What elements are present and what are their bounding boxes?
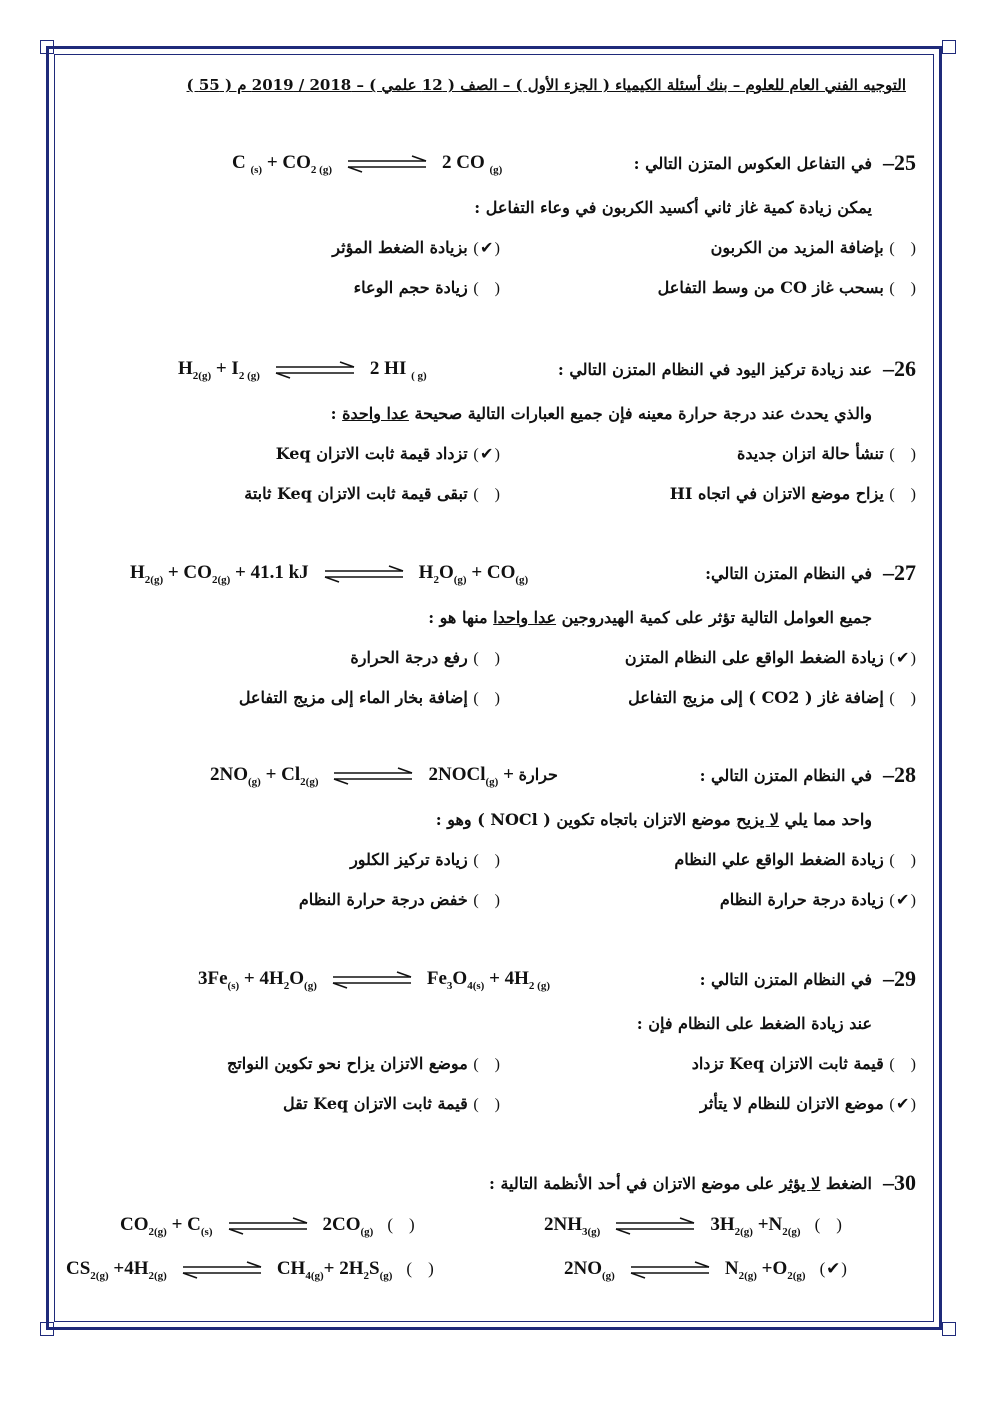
option-c[interactable]: $2NO_{(g)}$ $N_{2(g)} +O_{2(g)}$ (✔) [564,1258,847,1282]
question-stem: في النظام المتزن التالي : [699,970,872,989]
option-c[interactable]: () يزاح موضع الاتزان في اتجاه HI [669,484,916,503]
options-row [76,678,916,718]
option-c[interactable]: () بسحب غاز CO من وسط التفاعل [657,278,916,297]
question-instruction: واحد مما يلي لا يزيح موضع الاتزان باتجاه تكوين ( NOCl ) وهو : [435,810,872,829]
option-b[interactable]: (✔) بزيادة الضغط المؤثر [332,228,500,269]
question-stem: في النظام المتزن التالي: [705,564,872,583]
option-b[interactable]: () رفع درجة الحرارة [350,648,500,667]
equilibrium-arrow-icon [227,1217,309,1235]
option-b[interactable]: $CO_{2(g)} + C_{(s)}$ $2CO_{(g)}$ ( ) [120,1214,415,1238]
question-25 [76,146,916,308]
corner-ornament [942,40,956,54]
equilibrium-arrow-icon [181,1261,263,1279]
options-row [76,1208,916,1252]
question-number: 26– [883,356,916,381]
equilibrium-equation: $H_{2(g)} + I_{2 (g)}$ 2 HI $_{( g)}$ [178,358,427,382]
question-instruction: جميع العوامل التالية تؤثر على كمية الهيدروجين عدا واحدا منها هو : [428,608,872,627]
question-number: 27– [883,560,916,585]
checkmark-icon: ✔ [479,238,494,257]
options-row [76,638,916,678]
question-stem: عند زيادة تركيز اليود في النظام المتزن التالي : [557,360,872,379]
option-d[interactable]: () إضافة بخار الماء إلى مزيج التفاعل [238,688,500,707]
question-stem: في التفاعل العكوس المتزن التالي : [633,154,872,173]
option-d[interactable]: $CS_{2(g)} +4H_{2(g)}$ $CH_{4(g)}+ 2H_2S_{(g)}$ ( ) [66,1258,434,1282]
option-d[interactable]: () خفض درجة حرارة النظام [298,890,500,909]
corner-ornament [40,1322,54,1336]
option-a[interactable]: $2NH_{3(g)}$ $3H_{2(g)} +N_{2(g)}$ ( ) [544,1214,842,1238]
question-number: 30– [883,1170,916,1195]
option-d[interactable]: () زيادة حجم الوعاء [353,278,500,297]
question-27 [76,556,916,718]
equilibrium-arrow-icon [331,971,413,989]
option-a[interactable]: () قيمة ثابت الاتزان Keq تزداد [691,1054,916,1073]
option-c[interactable]: (✔) موضع الاتزان للنظام لا يتأثر [700,1084,916,1125]
equilibrium-arrow-icon [332,767,414,785]
checkmark-icon: ✔ [895,648,910,667]
options-row [76,434,916,474]
equilibrium-arrow-icon [274,361,356,379]
options-row [76,1084,916,1124]
option-b[interactable]: () زيادة تركيز الكلور [350,850,500,869]
checkmark-icon: ✔ [479,444,494,463]
option-b[interactable]: () موضع الاتزان يزاح نحو تكوين النواتج [227,1054,500,1073]
corner-ornament [40,40,54,54]
option-a[interactable]: () تنشأ حالة اتزان جديدة [736,444,916,463]
options-row [76,880,916,920]
question-instruction: يمكن زيادة كمية غاز ثاني أكسيد الكربون في وعاء التفاعل : [474,198,872,217]
option-a[interactable]: () زيادة الضغط الواقع علي النظام [674,850,916,869]
options-row [76,268,916,308]
equilibrium-equation: C $_{(s)} + CO_{2 (g)}$ 2 CO $_{(g)}$ [232,152,503,176]
equilibrium-arrow-icon [323,565,405,583]
options-row [76,228,916,268]
option-b[interactable]: (✔) تزداد قيمة ثابت الاتزان Keq [276,434,500,475]
question-stem: الضغط لا يؤثر على موضع الاتزان في أحد الأنظمة التالية : [488,1174,872,1193]
equilibrium-arrow-icon [346,155,428,173]
question-26 [76,352,916,514]
question-number: 25– [883,150,916,175]
checkmark-icon: ✔ [826,1259,841,1279]
options-row [66,1252,916,1296]
options-row [76,840,916,880]
equilibrium-arrow-icon [614,1217,696,1235]
question-number: 29– [883,966,916,991]
question-instruction: عند زيادة الضغط على النظام فإن : [636,1014,872,1033]
options-row [76,474,916,514]
option-d[interactable]: () قيمة ثابت الاتزان Keq تقل [283,1094,500,1113]
option-c[interactable]: () إضافة غاز ( CO2 ) إلى مزيج التفاعل [628,688,916,707]
equilibrium-equation: $2NO_{(g)} + Cl_{2(g)}$ 2NOCl$_{(g)}$ + حرارة [210,764,558,788]
question-number: 28– [883,762,916,787]
equilibrium-arrow-icon [629,1261,711,1279]
checkmark-icon: ✔ [895,890,910,909]
equilibrium-equation: $3Fe_{(s)} + 4H_2O_{(g)}$ $Fe_3O_{4(s)} + 4H_{2 (g)}$ [198,968,550,992]
question-29 [76,962,916,1124]
checkmark-icon: ✔ [895,1094,910,1113]
options-row [76,1044,916,1084]
equilibrium-equation: $H_{2(g)} + CO_{2(g)} + 41.1$ kJ $H_2O_{(g)} + CO_{(g)}$ [130,562,529,586]
option-a[interactable]: () بإضافة المزيد من الكربون [710,238,916,257]
question-instruction: والذي يحدث عند درجة حرارة معينه فإن جميع العبارات التالية صحيحة عدا واحدة : [330,404,872,423]
question-30 [66,1166,916,1296]
option-a[interactable]: (✔) زيادة الضغط الواقع على النظام المتزن [625,638,916,679]
question-stem: في النظام المتزن التالي : [699,766,872,785]
question-28 [76,758,916,920]
option-d[interactable]: () تبقى قيمة ثابت الاتزان Keq ثابتة [244,484,500,503]
page-header: التوجيه الفني العام للعلوم – بنك أسئلة الكيمياء ( الجزء الأول ) – الصف ( 12 علمي ) – 2018 / 2019 م ( 55 ) [186,76,906,94]
corner-ornament [942,1322,956,1336]
option-c[interactable]: (✔) زيادة درجة حرارة النظام [720,880,916,921]
